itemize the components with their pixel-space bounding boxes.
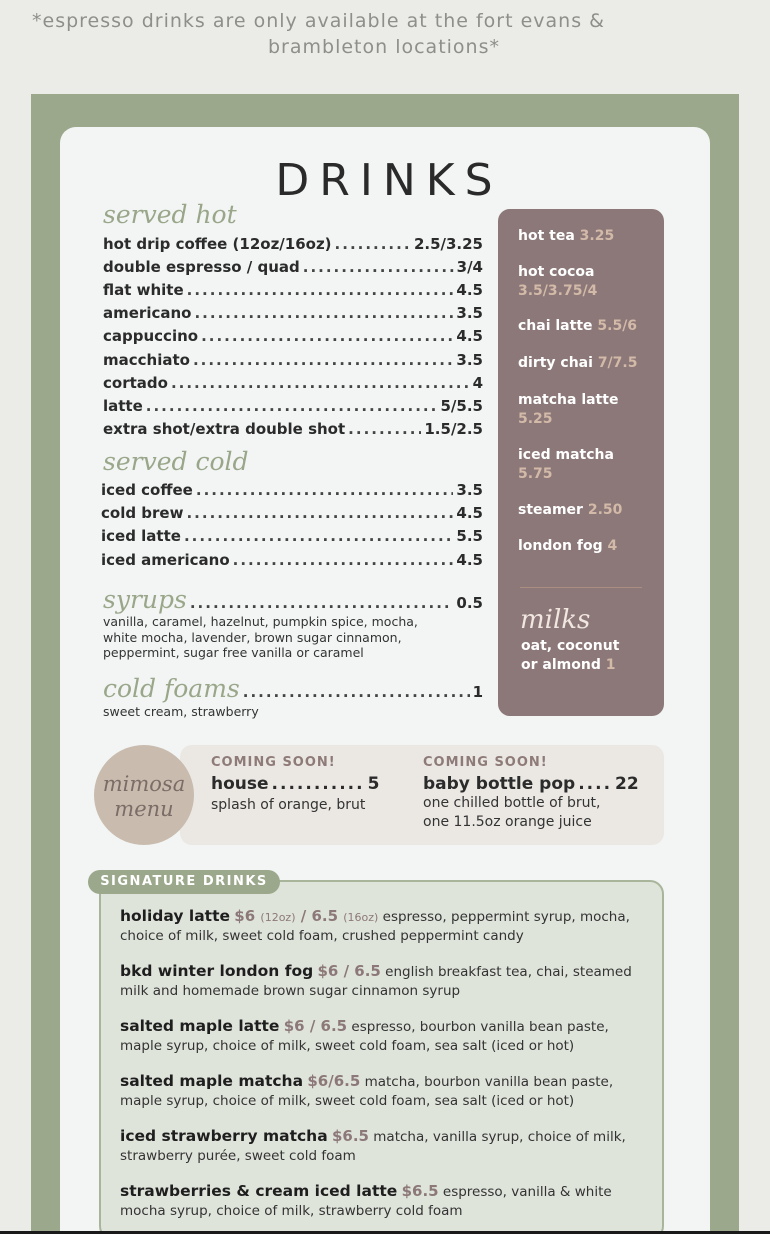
side-item-price: 3.5/3.75/4 [518,283,598,299]
signature-item-price: $6 [234,907,256,925]
signature-item [120,962,650,1001]
signature-item-desc: english breakfast tea, chai, steamed milk and homemade brown sugar cinnamon syrup [120,964,632,999]
size-label: (16oz) [343,911,379,924]
leader-dots [194,304,453,322]
side-item-name: london fog [518,538,603,554]
item-price: 4.5 [456,327,483,345]
leader-dots [171,374,470,392]
milks-heading: milks [520,605,591,635]
leader-dots [348,420,421,438]
mimosa-item-name: baby bottle pop [423,774,576,794]
item-price: 4.5 [456,281,483,299]
item-name: macchiato [103,351,190,369]
side-menu-item [518,317,637,336]
signature-item-name: strawberries & cream iced latte [120,1182,398,1200]
side-item-name: hot cocoa [518,264,595,280]
note-line-1: *espresso drinks are only available at the fort evans & [32,10,605,32]
leader-dots [187,281,454,299]
item-price: 4.5 [456,504,483,522]
item-name: extra shot/extra double shot [103,420,346,438]
syrups-line: white mocha, lavender, brown sugar cinnamon, [103,629,402,645]
signature-item-price: $6.5 [331,1127,369,1145]
signature-item-desc: espresso, bourbon vanilla bean paste, maple syrup, choice of milk, sweet cold foam, sea salt (iced or hot) [120,1019,609,1054]
item-name: hot drip coffee (12oz/16oz) [103,235,332,253]
menu-row [103,235,483,253]
side-item-name: iced matcha [518,447,614,463]
leader-dots [184,527,453,545]
side-menu-item [518,354,637,373]
mimosa-item-price: 22 [615,774,639,794]
mimosa-desc-line: one chilled bottle of brut, [423,795,601,811]
side-item-name: hot tea [518,228,575,244]
side-item-name: steamer [518,502,583,518]
signature-badge: SIGNATURE DRINKS [88,870,280,894]
menu-row [101,527,483,545]
signature-item-price: $6 / 6.5 [317,962,381,980]
leader-dots [196,481,454,499]
cold-foams-price: 1 [472,683,483,701]
signature-item-name: holiday latte [120,907,230,925]
milks-options [521,637,619,675]
item-price: 3.5 [456,481,483,499]
leader-dots [201,327,453,345]
mimosa-badge-line1: mimosa [102,772,186,796]
signature-item-name: salted maple matcha [120,1072,304,1090]
leader-dots [146,397,438,415]
item-name: flat white [103,281,184,299]
served-cold-heading: served cold [103,447,249,476]
menu-row [103,351,483,369]
menu-row [101,504,483,522]
syrups-heading: syrups [103,585,187,614]
coming-soon-label: COMING SOON! [211,755,336,770]
size-label: (12oz) [260,911,296,924]
cold-foams-heading: cold foams [103,674,240,703]
item-price: 2.5/3.25 [413,235,483,253]
item-price: 3.5 [456,351,483,369]
syrups-list [103,614,418,661]
availability-note [0,8,770,60]
mimosa-item-desc: splash of orange, brut [211,797,366,813]
leader-dots [303,258,454,276]
mimosa-item-desc [423,794,600,832]
menu-row [103,420,483,438]
signature-item-name: iced strawberry matcha [120,1127,328,1145]
signature-item-desc: espresso, vanilla & white mocha syrup, choice of milk, strawberry cold foam [120,1184,612,1219]
menu-row [103,374,483,392]
milks-line-2: or almond [521,657,601,673]
side-menu-item [518,263,597,301]
side-item-name: matcha latte [518,392,619,408]
item-name: americano [103,304,192,322]
signature-item-price: $6/6.5 [307,1072,361,1090]
item-price: 3.5 [456,304,483,322]
mimosa-item-house: house ........... 5 [211,774,380,794]
mimosa-badge-line2: menu [114,797,174,821]
side-menu-item [518,537,617,556]
signature-item [120,1127,650,1166]
side-item-price: 5.5/6 [597,318,638,334]
item-name: latte [103,397,143,415]
leader-dots [233,551,454,569]
signature-item [120,1017,650,1056]
item-price: 4.5 [456,551,483,569]
side-menu-item [518,446,614,484]
milks-price: 1 [605,657,616,673]
menu-row [103,397,483,415]
side-item-price: 4 [607,538,618,554]
item-price: 4 [472,374,483,392]
milks-line-1: oat, coconut [521,638,620,654]
menu-row [103,304,483,322]
signature-item-desc: matcha, vanilla syrup, choice of milk, strawberry purée, sweet cold foam [120,1129,626,1164]
note-line-2: brambleton locations* [268,36,500,58]
item-name: cortado [103,374,168,392]
coming-soon-label: COMING SOON! [423,755,548,770]
item-name: iced americano [101,551,230,569]
signature-item [120,1072,650,1111]
mimosa-desc-line: one 11.5oz orange juice [423,814,592,830]
side-menu-item [518,501,622,520]
side-divider [520,587,642,588]
side-item-price: 2.50 [587,502,623,518]
side-item-price: 7/7.5 [597,355,638,371]
signature-item-price: $6 / 6.5 [283,1017,348,1035]
cold-foams-row [103,674,483,703]
mimosa-item-price: 5 [367,774,380,794]
signature-item-price-2 [255,907,378,925]
item-name: cold brew [101,504,184,522]
menu-row [103,327,483,345]
item-name: iced latte [101,527,181,545]
signature-item-name: salted maple latte [120,1017,280,1035]
side-item-price: 5.25 [518,411,553,427]
page-title: DRINKS [275,155,503,206]
side-item-name: chai latte [518,318,593,334]
cold-foams-list: sweet cream, strawberry [103,704,259,719]
item-price: 5/5.5 [440,397,483,415]
side-menu-panel [498,209,664,716]
menu-row [103,281,483,299]
syrups-row [103,585,483,614]
leader-dots [186,504,453,522]
item-price: 5.5 [456,527,483,545]
menu-row [101,481,483,499]
item-name: iced coffee [101,481,193,499]
item-price: 3/4 [456,258,483,276]
item-price: 1.5/2.5 [424,420,483,438]
side-menu-item [518,227,614,246]
leader-dots [335,235,411,253]
item-name: double espresso / quad [103,258,300,276]
signature-item-desc: espresso, peppermint syrup, mocha, choice of milk, sweet cold foam, crushed peppermint candy [120,909,630,944]
signature-item [120,907,650,946]
menu-row [103,258,483,276]
side-item-name: dirty chai [518,355,593,371]
served-hot-heading: served hot [103,200,237,229]
side-item-price: 3.25 [579,228,615,244]
syrups-line: peppermint, sugar free vanilla or caramel [103,645,364,660]
side-menu-item [518,391,618,429]
syrups-price: 0.5 [456,594,483,612]
leader-dots [193,351,453,369]
syrups-line: vanilla, caramel, hazelnut, pumpkin spice, mocha, [103,614,418,629]
signature-item-price: $6.5 [401,1182,439,1200]
signature-item-name: bkd winter london fog [120,962,314,980]
menu-row [101,551,483,569]
side-item-price: 5.75 [518,466,553,482]
item-name: cappuccino [103,327,199,345]
price-separator: / [295,907,312,925]
signature-item [120,1182,650,1221]
mimosa-item-baby-bottle-pop: baby bottle pop .... 22 [423,774,639,794]
signature-item-desc: matcha, bourbon vanilla bean paste, maple syrup, choice of milk, sweet cold foam, sea salt (iced or hot) [120,1074,614,1109]
price-value: 6.5 [311,907,339,925]
mimosa-item-name: house [211,774,269,794]
